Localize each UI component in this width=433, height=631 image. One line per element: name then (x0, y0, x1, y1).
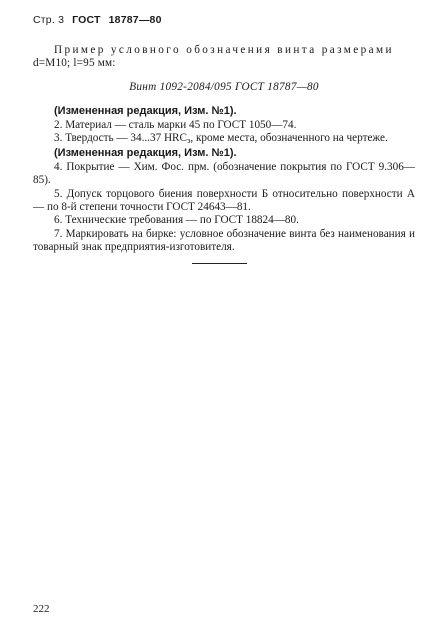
document-body (33, 44, 415, 255)
item-hardness-sub: э (186, 136, 191, 146)
example-intro: Пример условного обозначения винта размерами (54, 44, 394, 56)
amendment-note-1: (Измененная редакция, Изм. №1). (54, 105, 237, 118)
amendment-note-2: (Измененная редакция, Изм. №1). (54, 147, 237, 160)
standard-label: ГОСТ (72, 14, 101, 26)
designation: Винт 1092-2084/095 ГОСТ 18787—80 (129, 80, 319, 93)
item-material: 2. Материал — сталь марки 45 по ГОСТ 1050—74. (54, 118, 297, 131)
page-label: Стр. 3 (33, 14, 65, 26)
item-tech-req: 6. Технические требования — по ГОСТ 18824—80. (54, 214, 299, 227)
example-dims: d=M10; l=95 мм: (33, 57, 116, 70)
item-marking: 7. Маркировать на бирке: условное обозначение винта без наименования и товарный знак предприятия-изготовителя. (33, 227, 415, 254)
item-hardness-a: 3. Твердость — 34...37 HRC (54, 132, 187, 145)
item-hardness-b: , кроме места, обозначенного на чертеже. (190, 132, 388, 145)
standard-number: 18787—80 (108, 14, 162, 26)
page-header (33, 14, 162, 26)
item-runout: 5. Допуск торцового биения поверхности Б относительно поверхности А — по 8-й степени точности ГОСТ 24643—81. (33, 187, 415, 214)
page-number: 222 (33, 603, 50, 615)
item-coating: 4. Покрытие — Хим. Фос. прм. (обозначение покрытия по ГОСТ 9.306—85). (33, 160, 415, 187)
end-rule (192, 263, 247, 264)
item-hardness (33, 132, 415, 147)
